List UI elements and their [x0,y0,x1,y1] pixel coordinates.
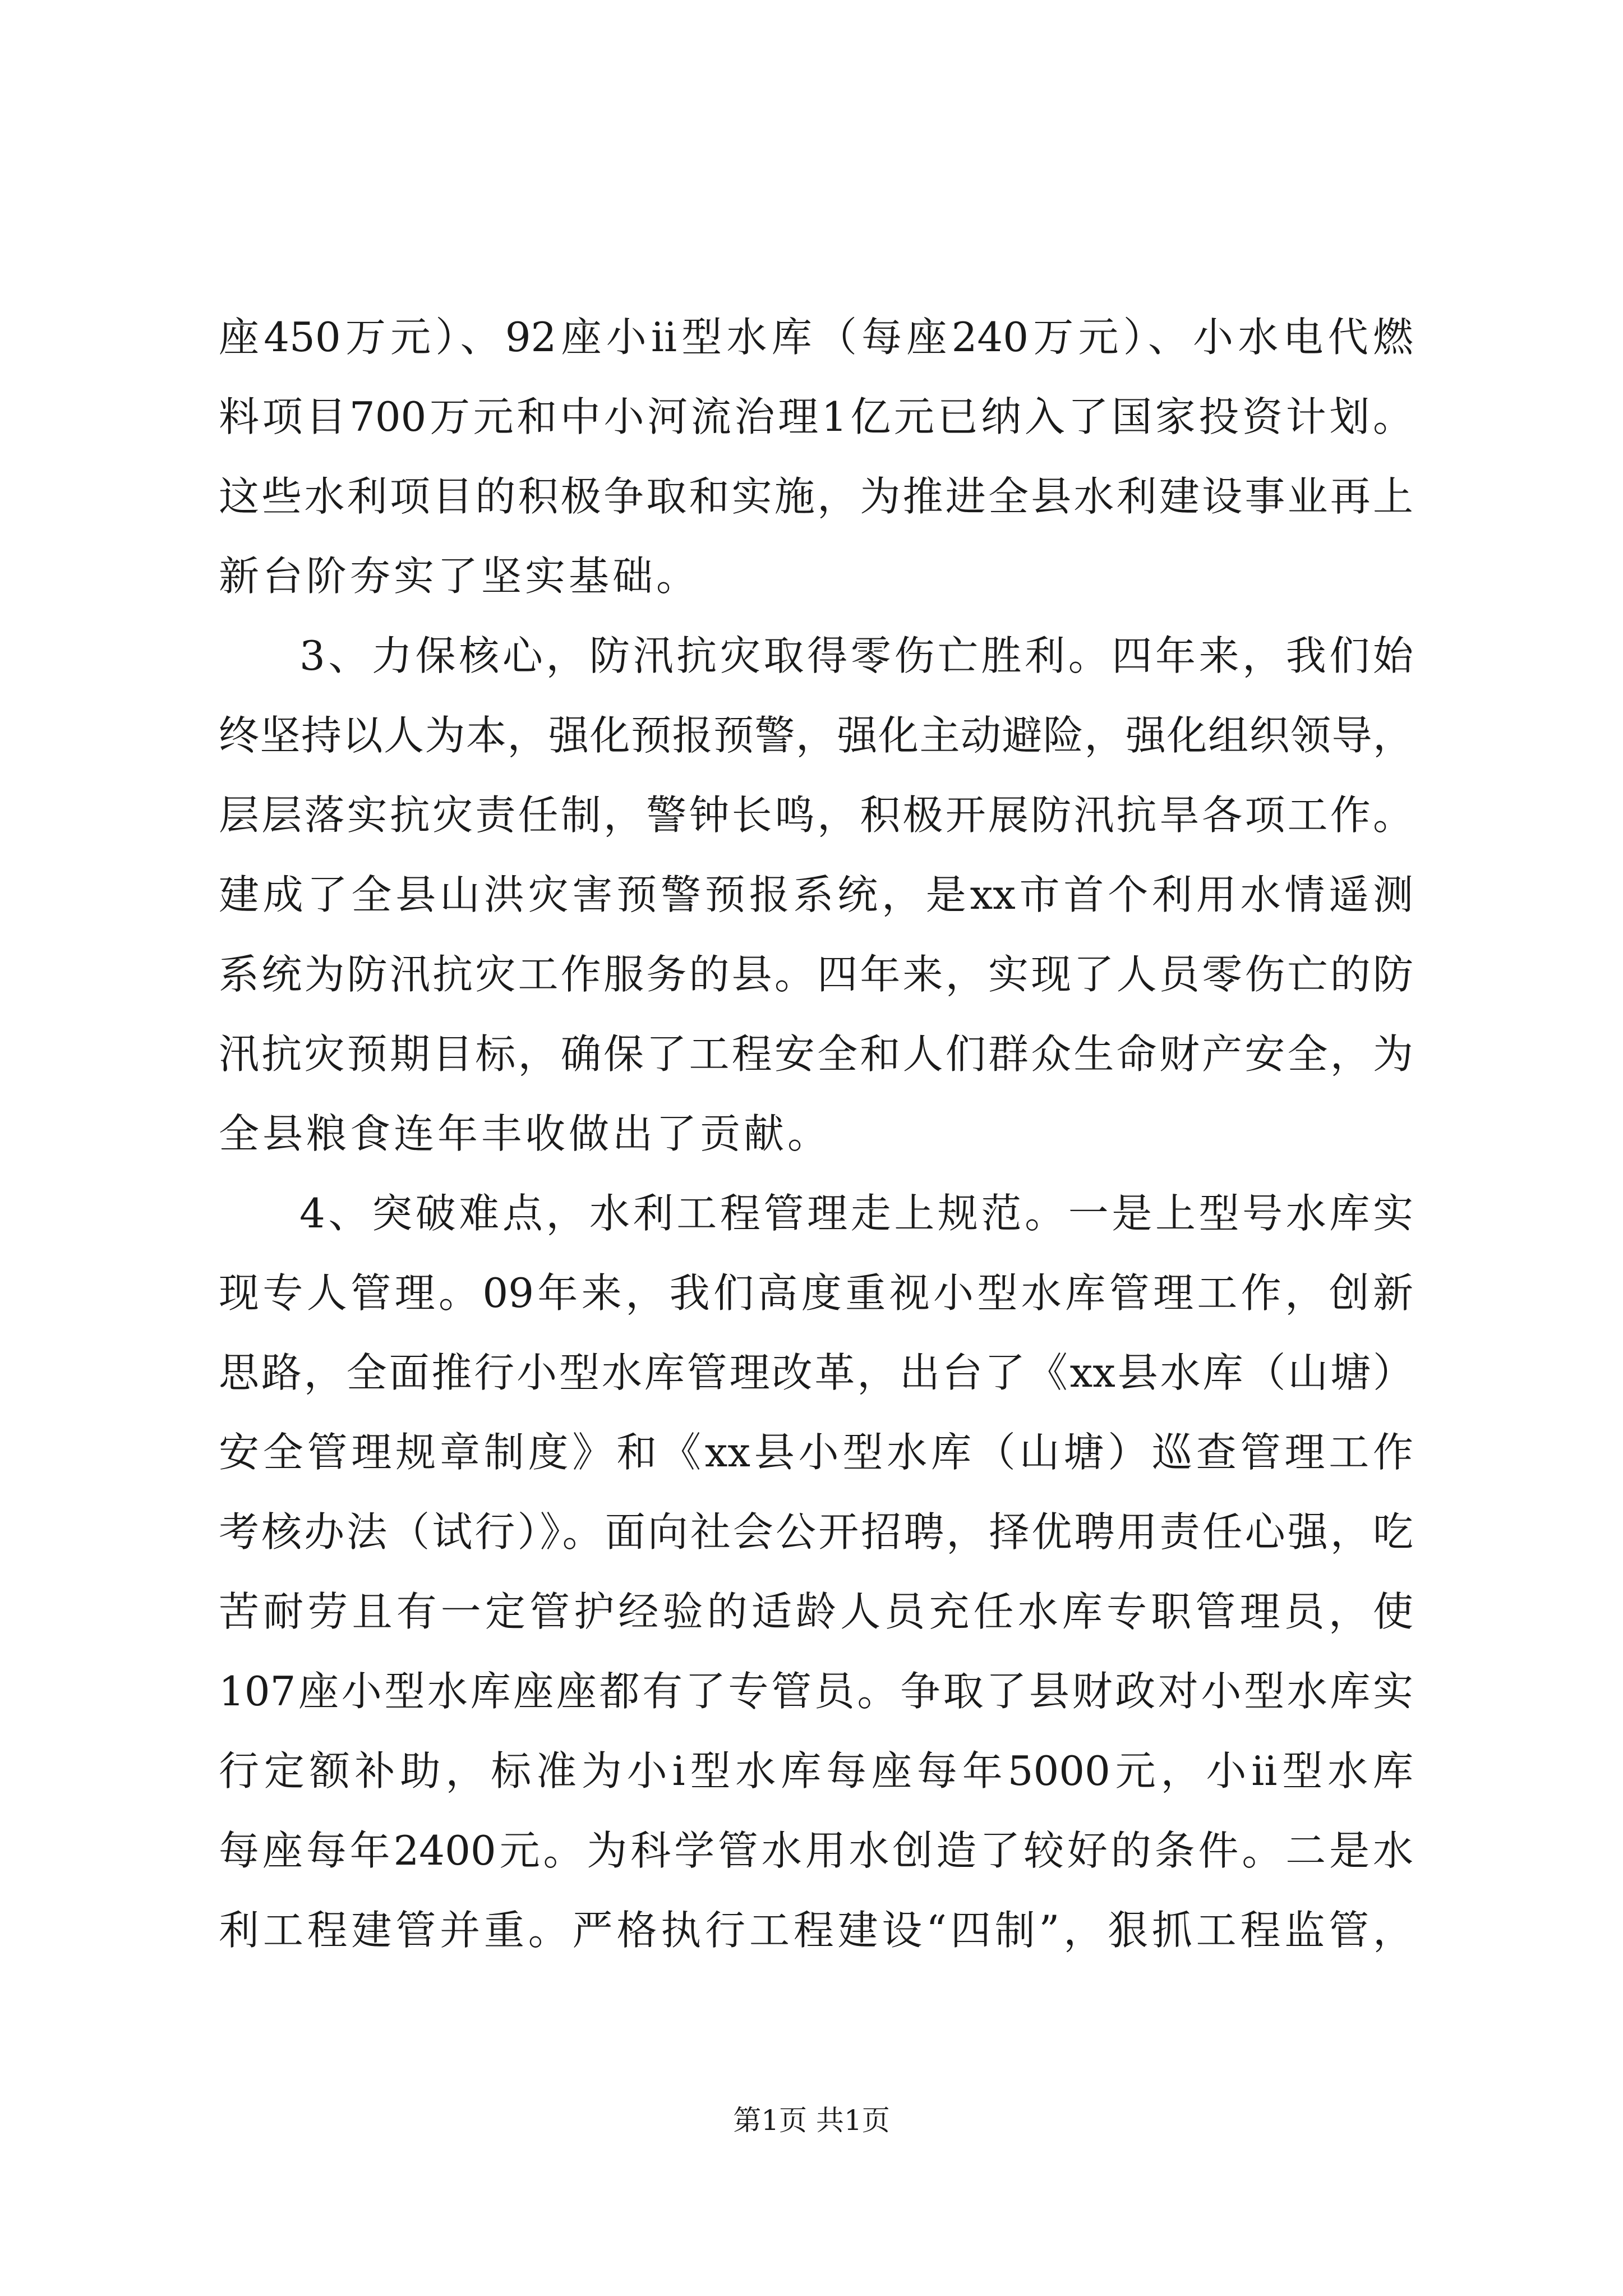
text-line-6: 终坚持以人为本，强化预报预警，强化主动避险，强化组织领导， [219,712,1413,759]
page-footer [0,2101,1623,2140]
text-line-2: 料项目700万元和中小河流治理1亿元已纳入了国家投资计划。 [219,393,1413,440]
text-line-9: 系统为防汛抗灾工作服务的县。四年来，实现了人员零伤亡的防 [219,951,1413,998]
page-number-label: 第1页 共1页 [733,2104,890,2137]
text-line-17: 苦耐劳且有一定管护经验的适龄人员充任水库专职管理员，使 [219,1588,1413,1635]
text-line-12: 4、突破难点，水利工程管理走上规范。一是上型号水库实 [299,1190,1413,1237]
text-line-19: 行定额补助，标准为小i型水库每座每年5000元，小ii型水库 [219,1747,1413,1795]
text-line-3: 这些水利项目的积极争取和实施，为推进全县水利建设事业再上 [219,473,1413,520]
text-line-10: 汛抗灾预期目标，确保了工程安全和人们群众生命财产安全，为 [219,1030,1413,1078]
text-line-15: 安全管理规章制度》和《xx县小型水库（山塘）巡查管理工作 [219,1429,1413,1476]
text-line-11: 全县粮食连年丰收做出了贡献。 [219,1110,832,1157]
text-line-20: 每座每年2400元。为科学管水用水创造了较好的条件。二是水 [219,1827,1413,1874]
text-line-14: 思路，全面推行小型水库管理改革，出台了《xx县水库（山塘） [219,1349,1413,1396]
text-line-13: 现专人管理。09年来，我们高度重视小型水库管理工作，创新 [219,1269,1413,1317]
text-line-8: 建成了全县山洪灾害预警预报系统，是xx市首个利用水情遥测 [219,871,1413,918]
body-text [219,297,1413,1970]
text-line-18: 107座小型水库座座都有了专管员。争取了县财政对小型水库实 [219,1668,1413,1715]
text-line-4: 新台阶夯实了坚实基础。 [219,553,700,600]
text-line-5: 3、力保核心，防汛抗灾取得零伤亡胜利。四年来，我们始 [299,632,1413,679]
text-line-7: 层层落实抗灾责任制，警钟长鸣，积极开展防汛抗旱各项工作。 [219,792,1413,839]
text-line-1: 座450万元）、92座小ii型水库（每座240万元）、小水电代燃 [219,314,1413,361]
text-line-21: 利工程建管并重。严格执行工程建设“四制”，狠抓工程监管， [219,1907,1413,1954]
text-line-16: 考核办法（试行）》。面向社会公开招聘，择优聘用责任心强，吃 [219,1508,1413,1556]
